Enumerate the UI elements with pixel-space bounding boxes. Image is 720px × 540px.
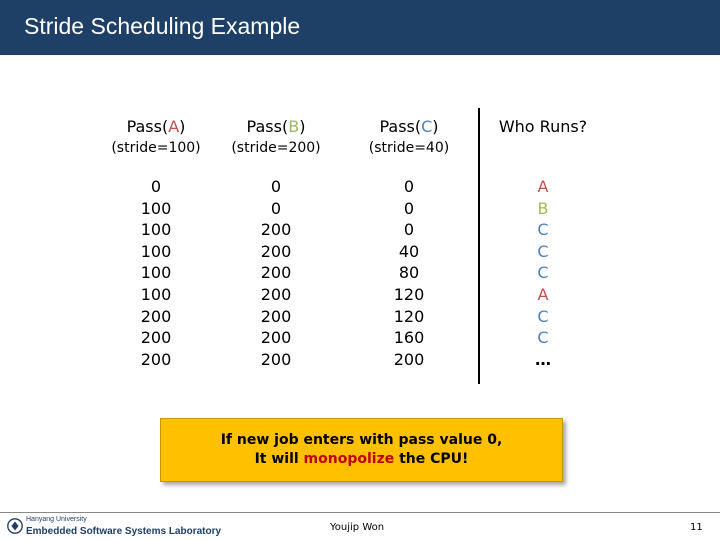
pass-value: 80: [398, 263, 420, 283]
runner-c: C: [537, 241, 549, 261]
column-a: [86, 116, 226, 370]
column-c-stride: (stride=40): [368, 140, 450, 156]
pass-value: 120: [393, 284, 425, 304]
pass-value: 40: [398, 241, 420, 261]
pass-value: 100: [140, 198, 172, 218]
runner-c: C: [537, 328, 549, 348]
who-runs-column: [480, 116, 606, 370]
runner-a: A: [537, 284, 549, 304]
pass-value: 200: [260, 241, 292, 261]
pass-value: 0: [403, 198, 415, 218]
pass-value: 160: [393, 328, 425, 348]
column-c-header: Pass(C): [379, 117, 439, 136]
callout-box: [160, 418, 563, 482]
pass-value: 0: [403, 220, 415, 240]
who-runs-values: [480, 176, 606, 370]
pass-value: 0: [270, 177, 282, 196]
column-b-stride: (stride=200): [231, 140, 321, 156]
pass-value: 0: [150, 177, 162, 196]
column-a-header: Pass(A): [126, 117, 186, 136]
letter-c: C: [421, 117, 433, 136]
pass-value: 100: [140, 241, 172, 261]
letter-b: B: [288, 117, 300, 136]
pass-value: 100: [140, 263, 172, 283]
runner-c: C: [537, 306, 549, 326]
title-bar: [0, 0, 720, 55]
slide-title: Stride Scheduling Example: [24, 13, 301, 39]
runner-b: B: [537, 198, 549, 218]
pass-value: 0: [270, 198, 282, 218]
column-a-values: [86, 176, 226, 370]
pass-value: 200: [260, 284, 292, 304]
column-a-stride: (stride=100): [111, 140, 201, 156]
pass-value: 120: [393, 306, 425, 326]
pass-value: 200: [260, 263, 292, 283]
footer-divider: [0, 512, 720, 513]
column-b-values: [206, 176, 346, 370]
runner-a: A: [537, 177, 549, 196]
pass-value: 100: [140, 284, 172, 304]
pass-value: 200: [140, 349, 172, 369]
pass-value: 100: [140, 220, 172, 240]
lab-name: Embedded Software Systems Laboratory: [26, 526, 222, 537]
callout-line-1: If new job enters with pass value 0,: [220, 432, 503, 448]
pass-value: 200: [260, 220, 292, 240]
pass-value: 200: [140, 328, 172, 348]
runner-c: C: [537, 220, 549, 240]
column-b: [206, 116, 346, 370]
pass-value: 0: [403, 177, 415, 196]
monopolize-text: monopolize: [303, 451, 395, 467]
author-name: Youjip Won: [330, 522, 385, 533]
pass-value: 200: [393, 349, 425, 369]
column-c-values: [339, 176, 479, 370]
callout-line-2: It will monopolize the CPU!: [254, 451, 469, 467]
pass-value: 200: [260, 349, 292, 369]
pass-value: 200: [260, 328, 292, 348]
column-c: [339, 116, 479, 370]
letter-a: A: [168, 117, 180, 136]
runner-c: C: [537, 263, 549, 283]
page-number: 11: [690, 522, 703, 533]
runner-ellipsis: …: [535, 349, 551, 369]
university-name: Hanyang University: [26, 516, 87, 523]
who-runs-header: Who Runs?: [498, 117, 588, 136]
pass-value: 200: [260, 306, 292, 326]
university-logo-icon: [6, 516, 24, 536]
pass-value: 200: [140, 306, 172, 326]
column-b-header: Pass(B): [246, 117, 306, 136]
